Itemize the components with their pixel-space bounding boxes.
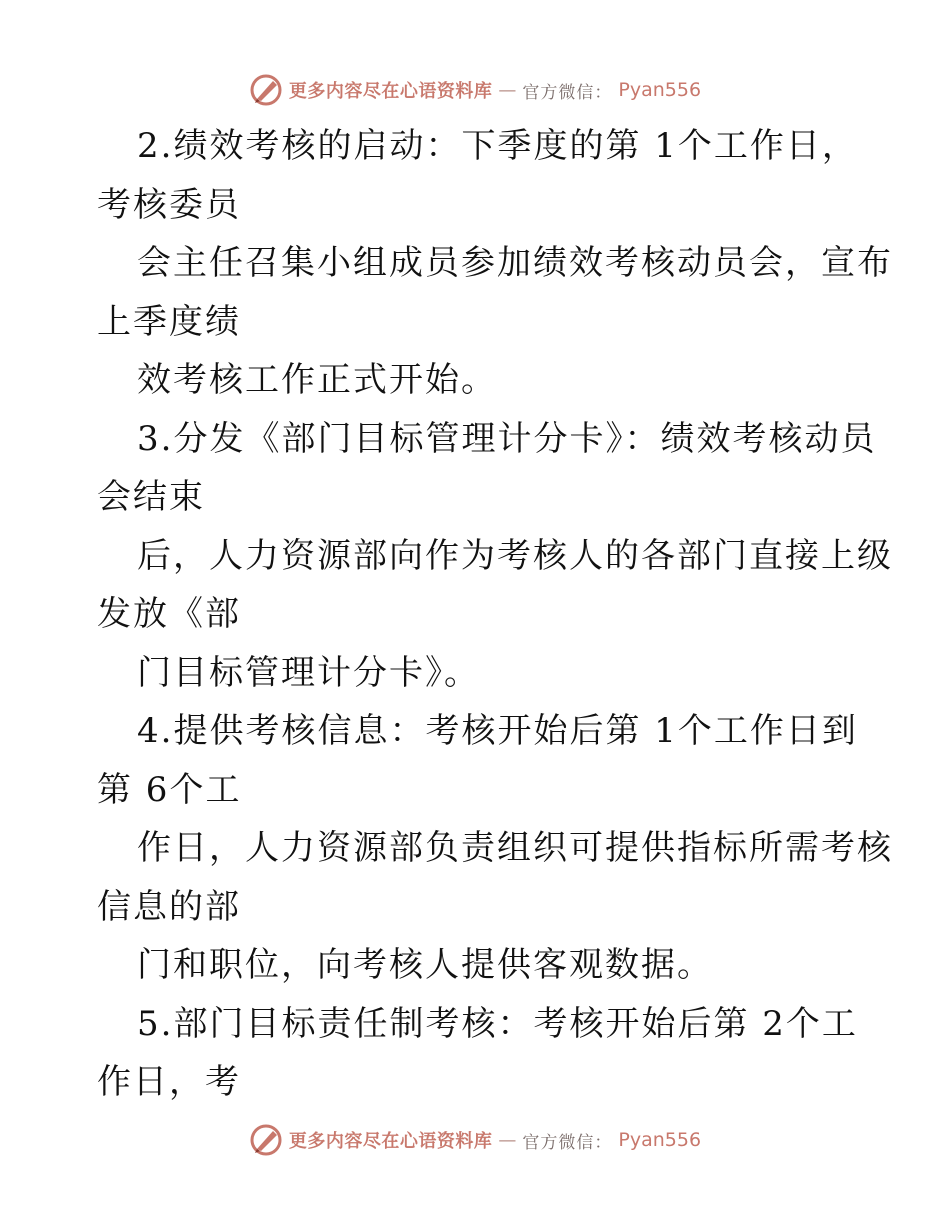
watermark-wechat-id: Pyan556 [618, 79, 702, 101]
text-line: 信息的部 [97, 886, 241, 927]
text-line: 会主任召集小组成员参加绩效考核动员会，宣布 [137, 243, 893, 283]
text-line: 门目标管理计分卡》。 [137, 652, 480, 693]
text-line: 考核委员 [97, 184, 241, 225]
text-line: 第 6个工 [97, 769, 242, 810]
watermark-official-label: 官方微信： [522, 1132, 613, 1153]
text-line: 5.部门目标责任制考核：考核开始后第 2个工 [137, 1003, 858, 1044]
pen-logo-icon [249, 1123, 283, 1157]
text-line: 后，人力资源部向作为考核人的各部门直接上级 [137, 535, 893, 576]
watermark-official-label: 官方微信： [522, 82, 613, 103]
pen-logo-icon [249, 73, 283, 107]
text-line: 作日，人力资源部负责组织可提供指标所需考核 [137, 828, 893, 868]
watermark-site-text: 更多内容尽在心语资料库 [288, 81, 493, 102]
text-line: 4.提供考核信息：考核开始后第 1个工作日到 [137, 711, 858, 751]
text-line: 会结束 [97, 477, 205, 517]
footer-watermark [0, 1120, 950, 1160]
text-line: 发放《部 [97, 594, 241, 634]
text-line: 门和职位，向考核人提供客观数据。 [137, 945, 713, 985]
document-body [97, 117, 893, 1112]
text-line: 2.绩效考核的启动：下季度的第 1个工作日， [137, 126, 858, 166]
watermark-dash: — [498, 79, 517, 101]
text-line: 上季度绩 [97, 301, 241, 342]
text-line: 3.分发《部门目标管理计分卡》：绩效考核动员 [137, 418, 877, 459]
text-line: 效考核工作正式开始。 [137, 360, 497, 400]
watermark-site-text: 更多内容尽在心语资料库 [288, 1131, 493, 1152]
watermark-wechat-id: Pyan556 [618, 1129, 702, 1151]
watermark-dash: — [498, 1129, 517, 1151]
text-line: 作日，考 [97, 1062, 241, 1102]
header-watermark [0, 70, 950, 110]
